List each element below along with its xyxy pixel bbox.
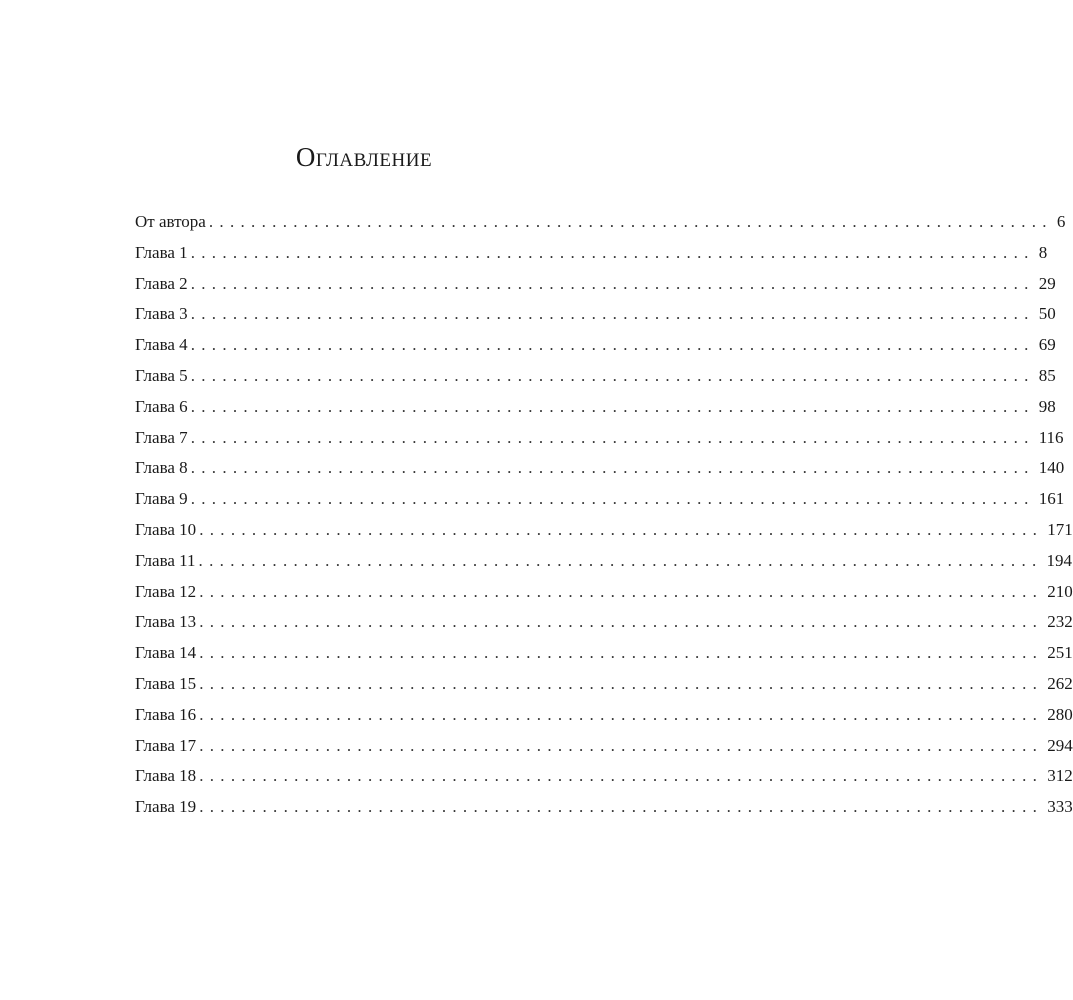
toc-entry-page: 116 <box>1038 427 1064 447</box>
toc-entry-label: Глава 11 <box>135 550 196 570</box>
dot-leader: ................................................................................ <box>199 612 1044 632</box>
toc-entry-label: Глава 3 <box>135 304 188 324</box>
toc-entry-label: Глава 1 <box>135 242 188 262</box>
toc-entry-page: 294 <box>1047 735 1073 755</box>
toc-entry-chapter-18 <box>135 761 1073 792</box>
toc-entry-page: 280 <box>1047 704 1073 724</box>
toc-entry-label: Глава 6 <box>135 396 188 416</box>
toc-entry-chapter-19 <box>135 792 1073 823</box>
toc-entry-page: 262 <box>1047 673 1073 693</box>
toc-entry-page: 161 <box>1038 489 1065 509</box>
toc-entry-label: Глава 2 <box>135 273 188 293</box>
toc-entry-chapter-8 <box>135 453 1065 484</box>
dot-leader: ................................................................................ <box>199 673 1044 693</box>
toc-entry-chapter-17 <box>135 731 1073 762</box>
toc-entry-chapter-5 <box>135 361 1056 392</box>
dot-leader: ................................................................................ <box>199 581 1044 601</box>
toc-entry-label: Глава 10 <box>135 519 197 539</box>
dot-leader: ................................................................................ <box>190 458 1035 478</box>
toc-entry-page: 232 <box>1047 612 1073 632</box>
toc-entry-chapter-7 <box>135 423 1064 454</box>
toc-entry-page: 29 <box>1038 273 1056 293</box>
dot-leader: ................................................................................ <box>198 550 1043 570</box>
toc-entry-page: 194 <box>1046 550 1073 570</box>
toc-entry-page: 98 <box>1038 396 1056 416</box>
toc-entry-chapter-9 <box>135 484 1065 515</box>
toc-entry-page: 50 <box>1038 304 1056 324</box>
toc-entry-label: Глава 7 <box>135 427 188 447</box>
dot-leader: ................................................................................ <box>199 735 1044 755</box>
toc-entry-label: Глава 9 <box>135 489 188 509</box>
toc-entry-chapter-14 <box>135 638 1073 669</box>
toc-entry-page: 333 <box>1047 797 1073 817</box>
toc-entry-label: Глава 19 <box>135 797 197 817</box>
toc-entry-page: 140 <box>1038 458 1065 478</box>
toc-entry-page: 251 <box>1047 643 1073 663</box>
toc-entry-chapter-4 <box>135 330 1056 361</box>
dot-leader: ................................................................................ <box>190 242 1035 262</box>
toc-entry-page: 69 <box>1038 335 1056 355</box>
toc-entry-chapter-12 <box>135 577 1073 608</box>
toc-entry-chapter-10 <box>135 515 1073 546</box>
toc-entry-from-author <box>135 207 1066 238</box>
toc-entry-chapter-6 <box>135 392 1056 423</box>
dot-leader: ................................................................................ <box>199 797 1044 817</box>
dot-leader: ................................................................................ <box>190 489 1035 509</box>
toc-entry-label: Глава 16 <box>135 704 197 724</box>
toc-entry-page: 6 <box>1056 212 1066 231</box>
toc-entry-label: Глава 5 <box>135 365 188 385</box>
toc-entry-label: Глава 4 <box>135 335 188 355</box>
dot-leader: ................................................................................ <box>190 365 1035 385</box>
toc-entry-page: 210 <box>1047 581 1073 601</box>
table-of-contents <box>135 207 1073 823</box>
toc-entry-label: Глава 8 <box>135 458 188 478</box>
dot-leader: ................................................................................ <box>190 304 1035 324</box>
toc-entry-chapter-15 <box>135 669 1073 700</box>
toc-entry-chapter-13 <box>135 607 1073 638</box>
dot-leader: ................................................................................ <box>199 704 1044 724</box>
toc-entry-chapter-2 <box>135 269 1056 300</box>
toc-entry-label: Глава 14 <box>135 643 197 663</box>
toc-entry-chapter-11 <box>135 546 1073 577</box>
toc-entry-page: 312 <box>1047 766 1073 786</box>
dot-leader: ................................................................................ <box>190 335 1035 355</box>
toc-entry-page: 171 <box>1047 519 1073 539</box>
dot-leader: ................................................................................ <box>190 427 1035 447</box>
toc-entry-label: Глава 13 <box>135 612 197 632</box>
toc-entry-label: От автора <box>135 212 206 231</box>
dot-leader: ................................................................................ <box>199 766 1044 786</box>
toc-entry-label: Глава 12 <box>135 581 197 601</box>
dot-leader: ................................................................................ <box>190 273 1035 293</box>
toc-entry-chapter-3 <box>135 299 1056 330</box>
dot-leader: ................................................................................ <box>199 643 1044 663</box>
toc-entry-label: Глава 18 <box>135 766 197 786</box>
toc-entry-label: Глава 17 <box>135 735 197 755</box>
dot-leader: ................................................................................ <box>208 212 1053 231</box>
toc-entry-chapter-16 <box>135 700 1073 731</box>
toc-title: Оглавление <box>295 142 433 172</box>
dot-leader: ................................................................................ <box>199 519 1044 539</box>
toc-entry-page: 8 <box>1038 242 1048 262</box>
toc-entry-label: Глава 15 <box>135 673 197 693</box>
dot-leader: ................................................................................ <box>190 396 1035 416</box>
toc-entry-chapter-1 <box>135 238 1048 269</box>
toc-entry-page: 85 <box>1038 365 1056 385</box>
